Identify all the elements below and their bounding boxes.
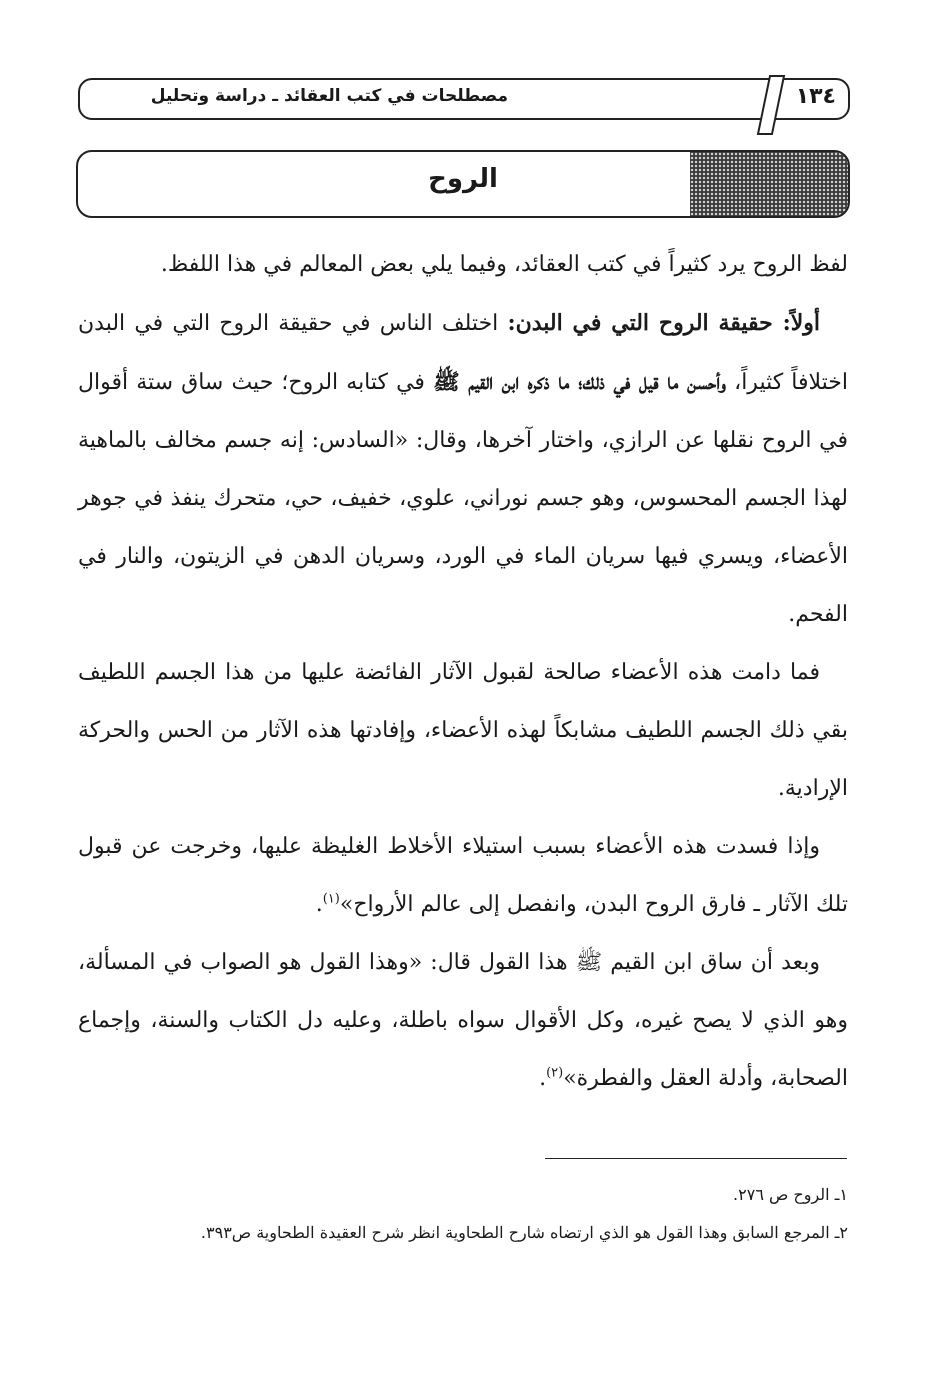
conclusion-end: . [539, 1066, 547, 1091]
running-header [78, 78, 850, 120]
point-text-2: في كتابه الروح؛ حيث ساق ستة أقوال في الروح نقلها عن الرازي، واختار آخرها، وقال: «السادس: إنه جسم مخالف بالماهية لهذا الجسم المحسوس، وهو جسم نوراني، علوي، خفيف، حي، متحرك ينفذ في جوهر الأعضاء، ويسري فيها سريان الماء في الورد، وسريان الدهن في الزيتون، والنار في الفحم. [78, 370, 848, 627]
paragraph-intro: لفظ الروح يرد كثيراً في كتب العقائد، وفيما يلي بعض المعالم في هذا اللفظ. [160, 252, 848, 277]
paragraph-conclusion [78, 934, 848, 1108]
section-title: الروح [428, 164, 498, 194]
footnotes [78, 1176, 848, 1252]
footnote-item: ٢ـ المرجع السابق وهذا القول هو الذي ارتضاه شارح الطحاوية انظر شرح العقيدة الطحاوية ص٣٩٣. [200, 1223, 848, 1242]
corruption-end: . [315, 892, 323, 917]
point-bold-text: وأحسن ما قيل في ذلك؛ ما ذكره ابن القيم ﷺ [433, 369, 726, 395]
point-heading: أولاً: حقيقة الروح التي في البدن: [507, 310, 820, 336]
header-slash-ornament [740, 70, 800, 136]
paragraph-first-point [78, 294, 848, 644]
footnote-ref-1[interactable]: (١) [322, 891, 340, 907]
point-text-1: اختلف الناس في حقيقة الروح التي في البدن اختلافاً كثيراً، [78, 311, 848, 395]
conclusion-text: وبعد أن ساق ابن القيم ﷺ هذا القول قال: «وهذا القول هو الصواب في المسألة، وهو الذي لا يصح غيره، وكل الأقوال سواه باطلة، وعليه دل الكتاب والسنة، وإجماع الصحابة، وأدلة العقل والفطرة» [78, 950, 848, 1091]
body-text [78, 236, 848, 1108]
paragraph-corruption [78, 818, 848, 934]
running-title: مصطلحات في كتب العقائد ـ دراسة وتحليل [150, 86, 508, 106]
section-title-box [76, 150, 850, 218]
footnote-separator [545, 1158, 847, 1159]
corruption-text: وإذا فسدت هذه الأعضاء بسبب استيلاء الأخلاط الغليظة عليها، وخرجت عن قبول تلك الآثار ـ فارق الروح البدن، وانفصل إلى عالم الأرواح» [78, 834, 848, 917]
footnote-ref-2[interactable]: (٢) [546, 1065, 564, 1081]
footnote-item: ١ـ الروح ص ٢٧٦. [733, 1185, 848, 1204]
paragraph-organs: فما دامت هذه الأعضاء صالحة لقبول الآثار الفائضة عليها من هذا الجسم اللطيف بقي ذلك الجسم اللطيف مشابكاً لهذه الأعضاء، وإفادتها هذه الآثار من الحس والحركة الإرادية. [78, 660, 848, 801]
page-number: ١٣٤ [795, 84, 836, 109]
